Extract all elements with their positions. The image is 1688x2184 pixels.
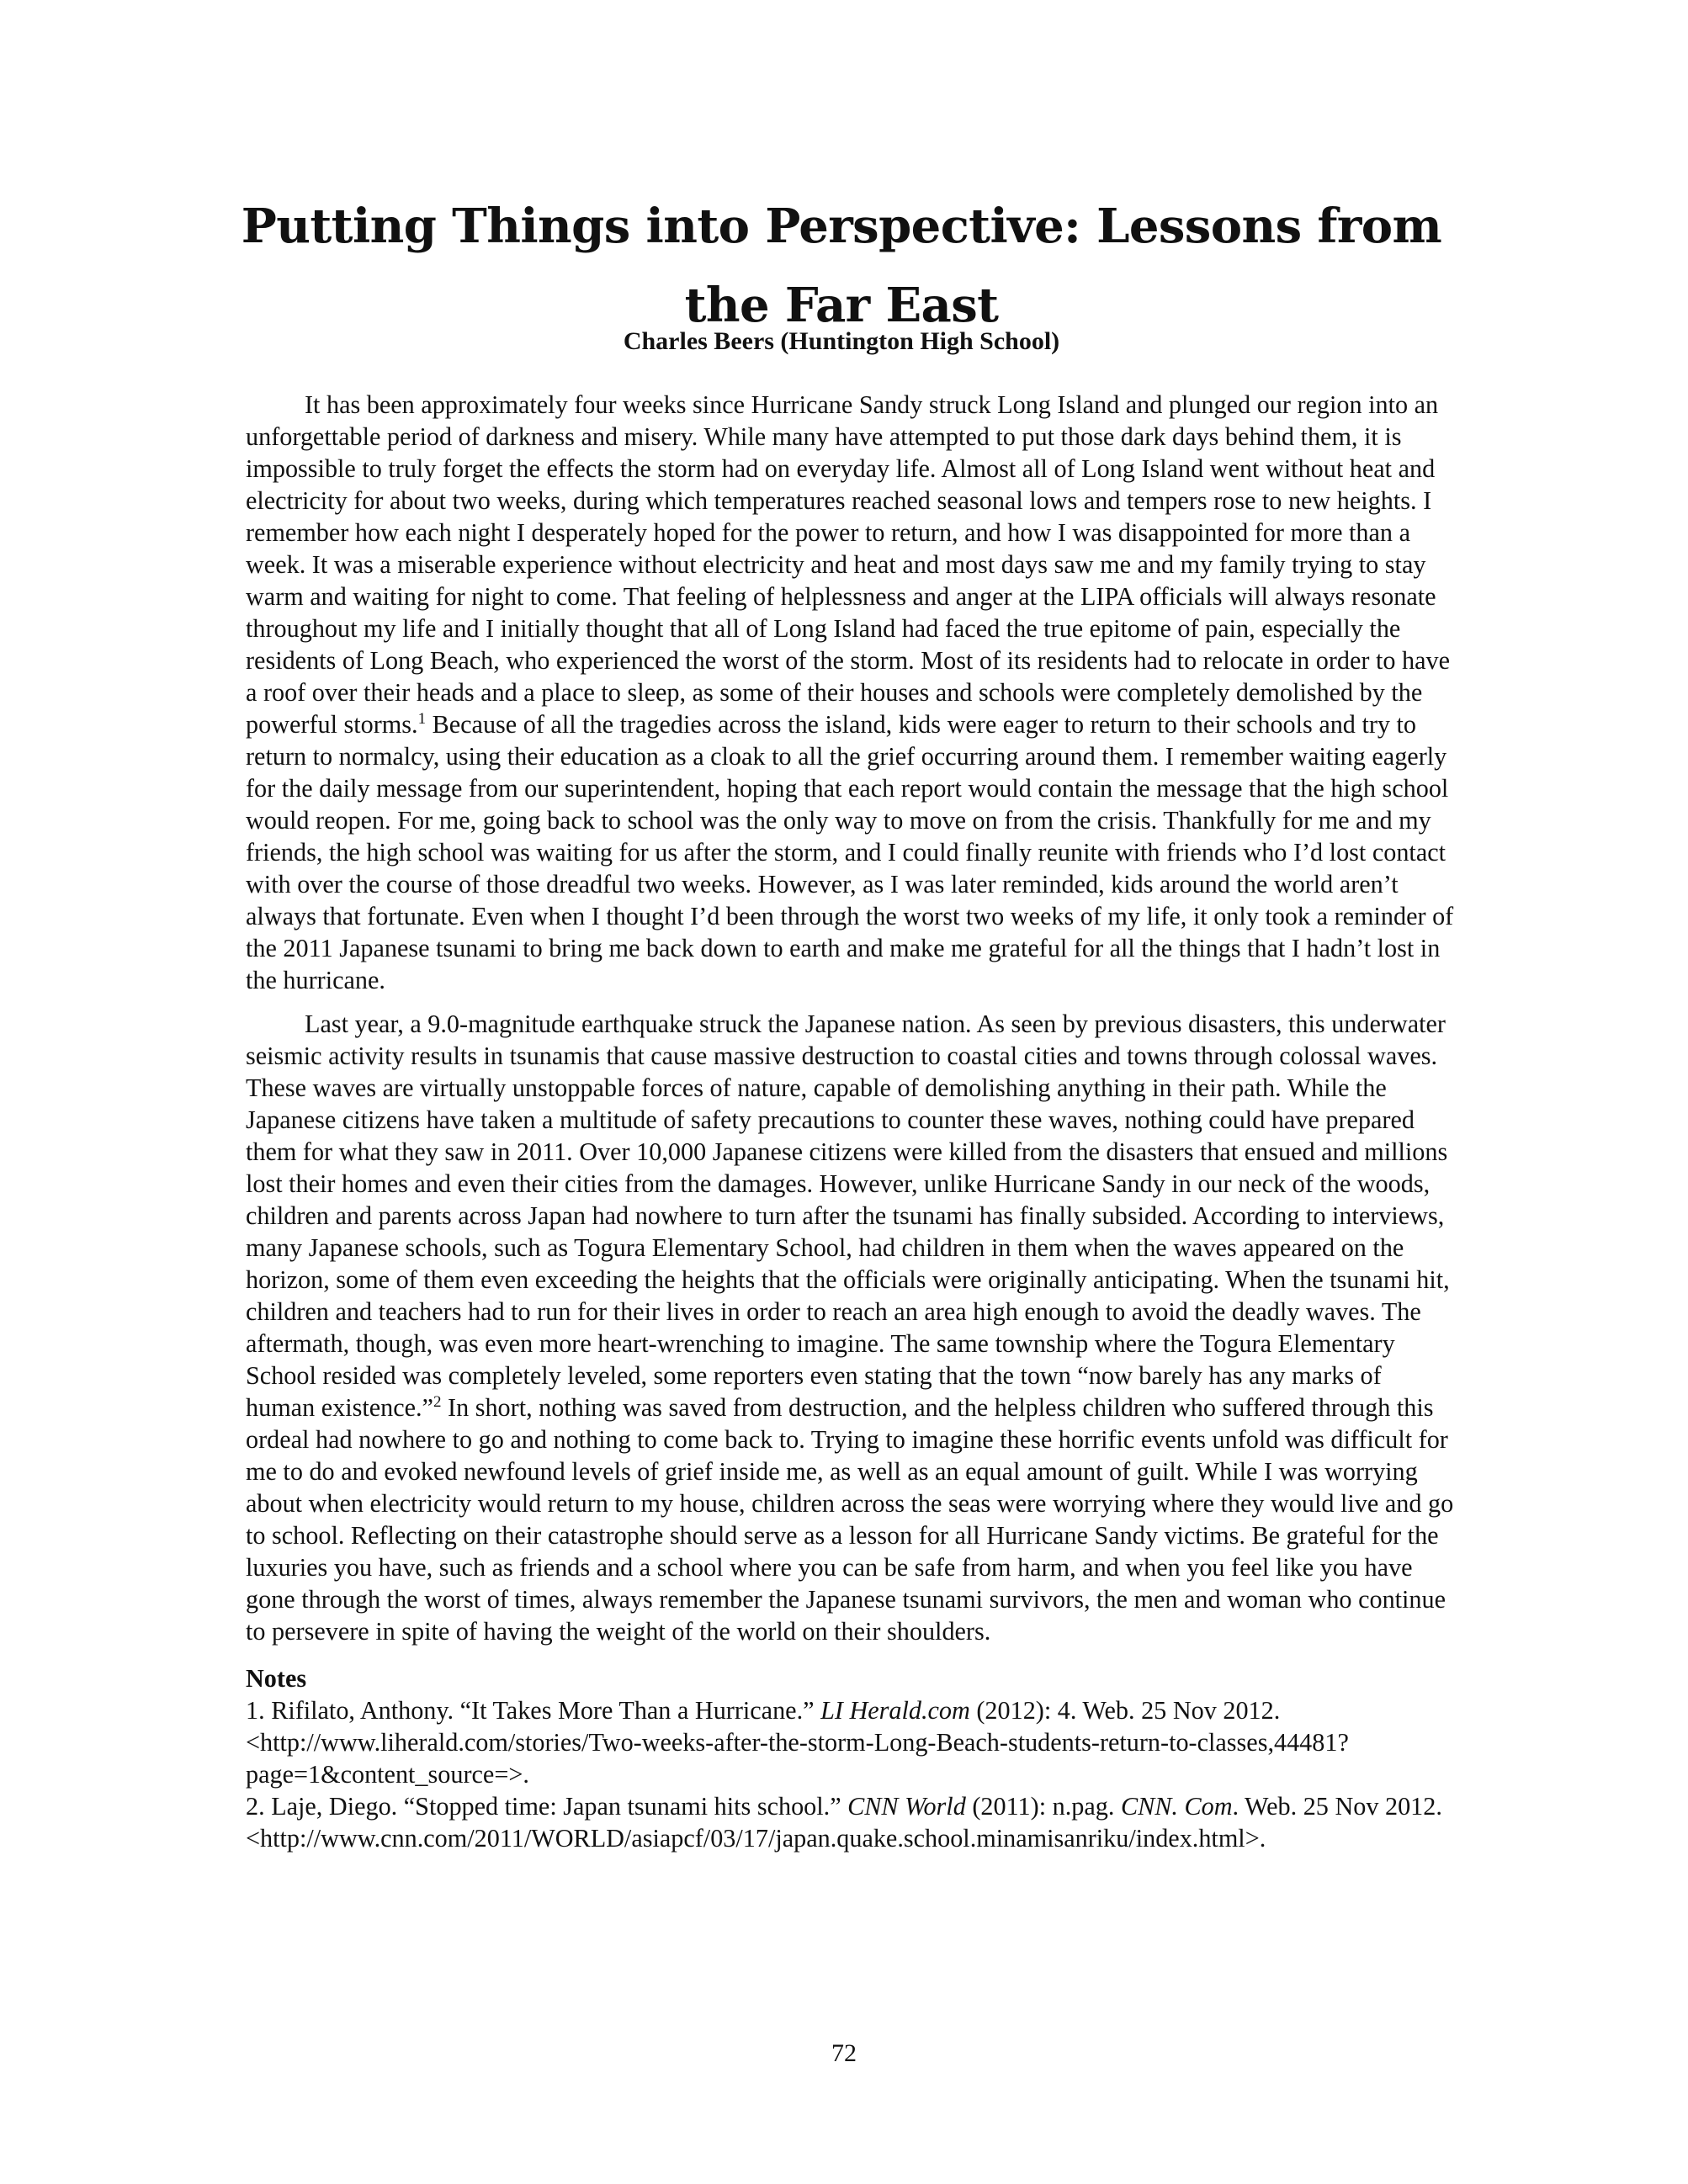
footnote-ref-2: 2 (433, 1392, 442, 1411)
note-source-title: LI Herald.com (820, 1696, 970, 1725)
paragraph-text: It has been approximately four weeks since Hurricane Sandy struck Long Island and plunged our region into an unforgettable period of darkness and misery. While many have attempted to put those dark days behind them, it is impossible to truly forget the effects the storm had on everyday life. Almost all of Long Island went without heat and electricity for about two weeks, during which temperatures reached seasonal lows and tempers rose to new heights. I remember how each night I desperately hoped for the power to return, and how I was disappointed for more than a week. It was a miserable experience without electricity and heat and most days saw me and my family trying to stay warm and waiting for night to come. That feeling of helplessness and anger at the LIPA officials will always resonate throughout my life and I initially thought that all of Long Island had faced the true epitome of pain, especially the residents of Long Beach, who experienced the worst of the storm. Most of its residents had to relocate in order to have a roof over their heads and a place to sleep, as some of their houses and schools were completely demolished by the powerful storms. (246, 390, 1450, 739)
note-2 (246, 1790, 1456, 1854)
notes-heading: Notes (246, 1664, 307, 1693)
paragraph-text: In short, nothing was saved from destruction, and the helpless children who suffered through this ordeal had nowhere to go and nothing to come back to. Trying to imagine these horrific events unfold was difficult for me to do and evoked newfound levels of grief inside me, as well as an equal amount of guilt. While I was worrying about when electricity would return to my house, children across the seas were worrying where they would live and go to school. Reflecting on their catastrophe should serve as a lesson for all Hurricane Sandy victims. Be grateful for the luxuries you have, such as friends and a school where you can be safe from harm, and when you feel like you have gone through the worst of times, always remember the Japanese tsunami survivors, the men and woman who continue to persevere in spite of having the weight of the world on their shoulders. (246, 1393, 1454, 1646)
note-source-title: CNN World (847, 1792, 966, 1821)
note-text: 1. Rifilato, Anthony. “It Takes More Than a Hurricane.” (246, 1696, 821, 1725)
note-source-title: CNN. Com (1120, 1792, 1233, 1821)
paragraph-text: Last year, a 9.0-magnitude earthquake struck the Japanese nation. As seen by previous disasters, this underwater seismic activity results in tsunamis that cause massive destruction to coastal cities and towns through colossal waves. These waves are virtually unstoppable forces of nature, capable of demolishing anything in their path. While the Japanese citizens have taken a multitude of safety precautions to counter these waves, nothing could have prepared them for what they saw in 2011. Over 10,000 Japanese citizens were killed from the disasters that ensued and millions lost their homes and even their cities from the damages. However, unlike Hurricane Sandy in our neck of the woods, children and parents across Japan had nowhere to turn after the tsunami has finally subsided. According to interviews, many Japanese schools, such as Togura Elementary School, had children in them when the waves appeared on the horizon, some of them even exceeding the heights that the officials were originally anticipating. When the tsunami hit, children and teachers had to run for their lives in order to reach an area high enough to avoid the deadly waves. The aftermath, though, was even more heart-wrenching to imagine. The same township where the Togura Elementary School resided was completely leveled, some reporters even stating that the town “now barely has any marks of human existence.” (246, 1010, 1450, 1422)
body-paragraph-2 (246, 1008, 1456, 1647)
note-text: (2011): n.pag. (965, 1792, 1121, 1821)
note-1 (246, 1694, 1456, 1790)
note-text: 2. Laje, Diego. “Stopped time: Japan tsunami hits school.” (246, 1792, 848, 1821)
article-author: Charles Beers (Huntington High School) (623, 327, 1060, 355)
article-body (246, 389, 1456, 1854)
paragraph-text: Because of all the tragedies across the island, kids were eager to return to their schools and try to return to normalcy, using their education as a cloak to all the grief occurring around them. I remember waiting eagerly for the daily message from our superintendent, hoping that each report would contain the message that the high school would reopen. For me, going back to school was the only way to move on from the crisis. Thankfully for me and my friends, the high school was waiting for us after the storm, and I could finally reunite with friends who I’d lost contact with over the course of those dreadful two weeks. However, as I was later reminded, kids around the world aren’t always that fortunate. Even when I thought I’d been through the worst two weeks of my life, it only took a reminder of the 2011 Japanese tsunami to bring me back down to earth and make me grateful for all the things that I hadn’t lost in the hurricane. (246, 710, 1454, 994)
footnote-ref-1: 1 (417, 709, 427, 728)
notes-section (246, 1662, 1456, 1854)
note-text: (2012): 4. Web. 25 Nov 2012. <http://www.liherald.com/stories/Two-weeks-after-the-storm-Long-Beach-students-return-to-classes,44481?page=1&content_source=>. (246, 1696, 1349, 1789)
note-text: . Web. 25 Nov 2012. <http://www.cnn.com/2011/WORLD/asiapcf/03/17/japan.quake.school.minamisanriku/index.html>. (246, 1792, 1442, 1853)
body-paragraph-1 (246, 389, 1456, 996)
page-number: 72 (831, 2039, 857, 2067)
article-title: Putting Things into Perspective: Lessons from the Far East (241, 199, 1442, 333)
